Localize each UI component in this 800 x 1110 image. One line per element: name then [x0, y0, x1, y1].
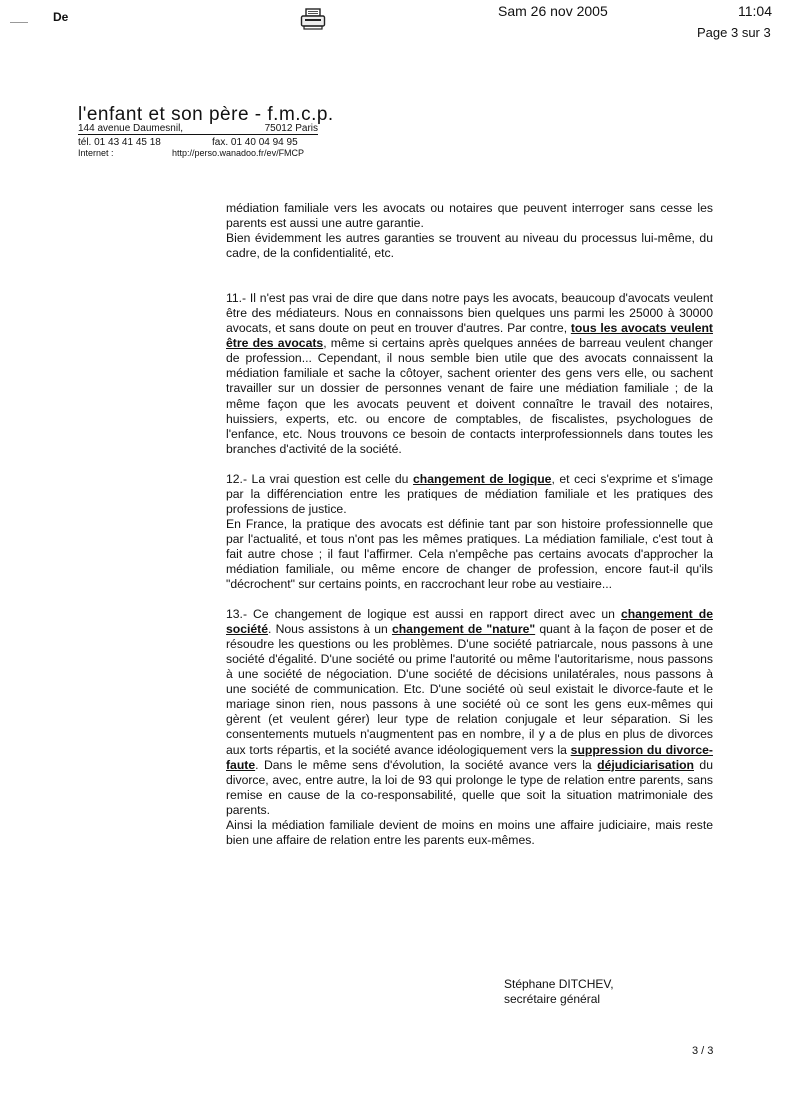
fax-page-count: Page 3 sur 3: [697, 25, 771, 40]
paragraph-guarantee: [226, 201, 713, 231]
paragraph-text: 12.- La vrai question est celle du: [226, 471, 414, 486]
fax-margin-mark: [10, 22, 28, 23]
paragraph-conclusion: [226, 818, 713, 848]
paragraph-france-practice: [226, 517, 713, 592]
organization-website: [78, 148, 305, 158]
emphasis-text: suppression du divorce-faute: [226, 742, 713, 772]
paragraph-text: . Dans le même sens d'évolution, la société avance vers la: [255, 757, 598, 772]
fax-sender-label: De: [53, 10, 69, 24]
paragraph-text: du divorce, avec, entre autre, la loi de 93 qui prolonge le type de relation entre parents, sans remise en cause de la co-responsabilité, quelle que soit la situation matrimoniale des parents.: [226, 757, 713, 817]
paragraph-text: Ainsi la médiation familiale devient de moins en moins une affaire judiciaire, mais reste bien une affaire de relation entre les parents eux-mêmes.: [226, 817, 713, 847]
paragraph-text: Bien évidemment les autres garanties se trouvent au niveau du processus lui-même, du cadre, de la confidentialité, etc.: [226, 231, 713, 261]
emphasis-text: tous les avocats veulent être des avocats: [226, 321, 713, 351]
signatory-name: Stéphane DITCHEV,: [504, 977, 614, 991]
emphasis-text: déjudiciarisation: [597, 757, 694, 772]
paragraph-text: . Nous assistons à un: [268, 622, 392, 637]
fax-date: Sam 26 nov 2005: [498, 3, 608, 19]
fax-printer-icon: [300, 8, 326, 30]
fax-number: fax. 01 40 04 94 95: [212, 137, 298, 148]
emphasis-text: changement de société: [226, 607, 713, 637]
fax-time: 11:04: [738, 3, 772, 19]
letter-body: [226, 201, 713, 848]
paragraph-text: , même si certains après quelques années de barreau veulent changer de profession... Cependant, il nous semble bien utile que des avocats connaissent la médiation familiale et sache la côtoyer, sachent orienter des gens vers elle, ou sachent travailler sur un dossier de personnes venant de faire une médiation familiale ; de la même façon que les avocats peuvent et doivent connaître le travail des notaires, huissiers, experts, etc. ou encore de comptables, de fiscalistes, psychologues de l'enfance, etc. Nous trouvons ce besoin de contacts interprofessionnels dans toutes les branches d'activité de la société.: [226, 336, 713, 456]
internet-url: http://perso.wanadoo.fr/ev/FMCP: [172, 148, 305, 158]
organization-name: l'enfant et son père - f.m.c.p.: [78, 104, 334, 125]
signature-block: [504, 977, 614, 1007]
signatory-title: secrétaire général: [504, 992, 601, 1006]
paragraph-text: En France, la pratique des avocats est définie tant par son histoire professionnelle que par l'actualité, et tous n'ont pas les mêmes pratiques. La médiation familiale, c'est tout à fait autre chose ; il faut l'affirmer. Cela n'empêche pas certains avocats d'approcher la médiation familiale, ou même encore de changer de profession, encore faut-il qu'ils "décrochent" sur certains points, en raccrochant leur robe au vestiaire...: [226, 516, 713, 592]
organization-contact: [78, 137, 298, 148]
paragraph-other-guarantees: [226, 231, 713, 261]
emphasis-text: changement de logique: [413, 471, 552, 486]
address-city: 75012 Paris: [264, 123, 318, 134]
paragraph-text: , et ceci s'exprime et s'image par la différenciation entre les pratiques de médiation familiale et les pratiques des professions de justice.: [226, 471, 713, 516]
paragraph-point-12: [226, 472, 713, 517]
page-number: 3 / 3: [692, 1045, 714, 1057]
paragraph-text: quant à la façon de poser et de résoudre les questions ou les problèmes. D'une société patriarcale, nous passons à une société d'égalité. D'une société ou prime l'autorité ou même l'autoritarisme, nous passons à une société de négociation. D'une société de décisions unilatérales, nous passons à une société de communication. Etc. D'une société où seul existait le divorce-faute et le mariage sinon rien, nous passons à une société où ce sont les gens eux-mêmes qui gèrent (et veulent gérer) leur type de relation conjugale et leur séparation. Si les consentements mutuels n'augmentent pas en nombre, il y a de plus en plus de divorces aux torts répartis, et la société avance idéologiquement vers la: [226, 622, 713, 757]
internet-label: Internet :: [78, 148, 114, 158]
paragraph-text: 11.- Il n'est pas vrai de dire que dans notre pays les avocats, beaucoup d'avocats veulent être des médiateurs. Nous en connaissons bien quelques uns parmi les 25000 à 30000 avocats, et sans doute on peut en trouver d'autres. Par contre,: [226, 291, 713, 336]
paragraph-text: médiation familiale vers les avocats ou notaires que peuvent interroger sans cesse les parents est aussi une autre garantie.: [226, 201, 713, 231]
paragraph-text: 13.- Ce changement de logique est aussi en rapport direct avec un: [226, 607, 621, 622]
organization-address: [78, 123, 318, 135]
paragraph-point-11: [226, 291, 713, 457]
paragraph-point-13: [226, 607, 713, 818]
emphasis-text: changement de "nature": [391, 622, 536, 637]
telephone-number: tél. 01 43 41 45 18: [78, 137, 161, 148]
address-street: 144 avenue Daumesnil,: [78, 123, 184, 134]
